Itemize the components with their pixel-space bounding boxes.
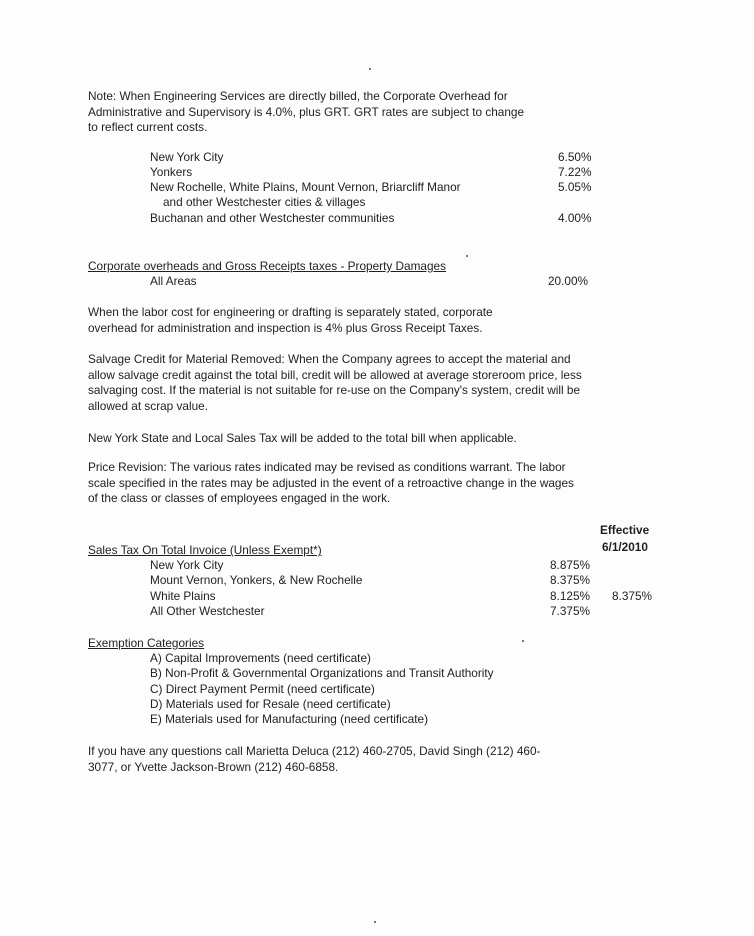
grt-location-continued: and other Westchester cities & villages bbox=[163, 195, 366, 209]
grt-rate: 4.00% bbox=[558, 211, 592, 225]
sales-tax-effective-rate: 8.375% bbox=[612, 589, 653, 603]
note-paragraph: Note: When Engineering Services are directly billed, the Corporate Overhead for Administrative and Supervisory is 4.0%, plus GRT. GRT rates are subject to change to reflect current costs. bbox=[88, 89, 525, 134]
property-damages-rate: 20.00% bbox=[548, 274, 589, 288]
exemption-item: D) Materials used for Resale (need certificate) bbox=[150, 697, 391, 711]
sales-tax-paragraph: New York State and Local Sales Tax will be added to the total bill when applicable. bbox=[88, 431, 517, 445]
sales-tax-location: Mount Vernon, Yonkers, & New Rochelle bbox=[150, 573, 363, 587]
scan-speck bbox=[369, 68, 371, 70]
grt-location: Yonkers bbox=[150, 165, 193, 179]
sales-tax-rate: 8.125% bbox=[550, 589, 591, 603]
effective-date: 6/1/2010 bbox=[602, 540, 648, 554]
exemption-item: C) Direct Payment Permit (need certificate) bbox=[150, 682, 375, 696]
scan-speck bbox=[466, 255, 468, 257]
sales-tax-location: New York City bbox=[150, 558, 224, 572]
contact-paragraph: If you have any questions call Marietta Deluca (212) 460-2705, David Singh (212) 460-3077, or Yvette Jackson-Brown (212) 460-6858. bbox=[88, 744, 541, 774]
effective-label: Effective bbox=[600, 523, 650, 537]
property-damages-label: All Areas bbox=[150, 274, 197, 288]
sales-tax-rate: 8.375% bbox=[550, 573, 591, 587]
grt-location: New Rochelle, White Plains, Mount Vernon, Briarcliff Manor bbox=[150, 180, 461, 194]
exemption-item: E) Materials used for Manufacturing (need certificate) bbox=[150, 712, 429, 726]
property-damages-heading: Corporate overheads and Gross Receipts taxes - Property Damages bbox=[88, 259, 447, 273]
sales-tax-location: All Other Westchester bbox=[150, 604, 265, 618]
sales-tax-rate: 7.375% bbox=[550, 604, 591, 618]
grt-rate: 7.22% bbox=[558, 165, 592, 179]
grt-location: New York City bbox=[150, 150, 224, 164]
grt-rate: 6.50% bbox=[558, 150, 592, 164]
price-revision-paragraph: Price Revision: The various rates indicated may be revised as conditions warrant. The labor scale specified in the rates may be adjusted in the event of a retroactive change in the wages of the class or classes of employees engaged in the work. bbox=[88, 460, 574, 505]
grt-location: Buchanan and other Westchester communities bbox=[150, 211, 395, 225]
exemption-heading: Exemption Categories bbox=[88, 636, 205, 650]
exemption-item: B) Non-Profit & Governmental Organizations and Transit Authority bbox=[150, 666, 494, 680]
scan-speck bbox=[522, 640, 524, 642]
sales-tax-heading: Sales Tax On Total Invoice (Unless Exempt*) bbox=[88, 543, 322, 557]
sales-tax-rate: 8.875% bbox=[550, 558, 591, 572]
labor-cost-paragraph: When the labor cost for engineering or drafting is separately stated, corporate overhead for administration and inspection is 4% plus Gross Receipt Taxes. bbox=[88, 305, 493, 335]
sales-tax-location: White Plains bbox=[150, 589, 216, 603]
scan-speck bbox=[374, 921, 376, 923]
exemption-item: A) Capital Improvements (need certificate) bbox=[150, 651, 371, 665]
grt-rate: 5.05% bbox=[558, 180, 592, 194]
salvage-credit-paragraph: Salvage Credit for Material Removed: When the Company agrees to accept the material and allow salvage credit against the total bill, credit will be allowed at average storeroom price, less salvaging cost. If the material is not suitable for re-use on the Company's system, credit will be allowed at scrap value. bbox=[88, 352, 582, 413]
